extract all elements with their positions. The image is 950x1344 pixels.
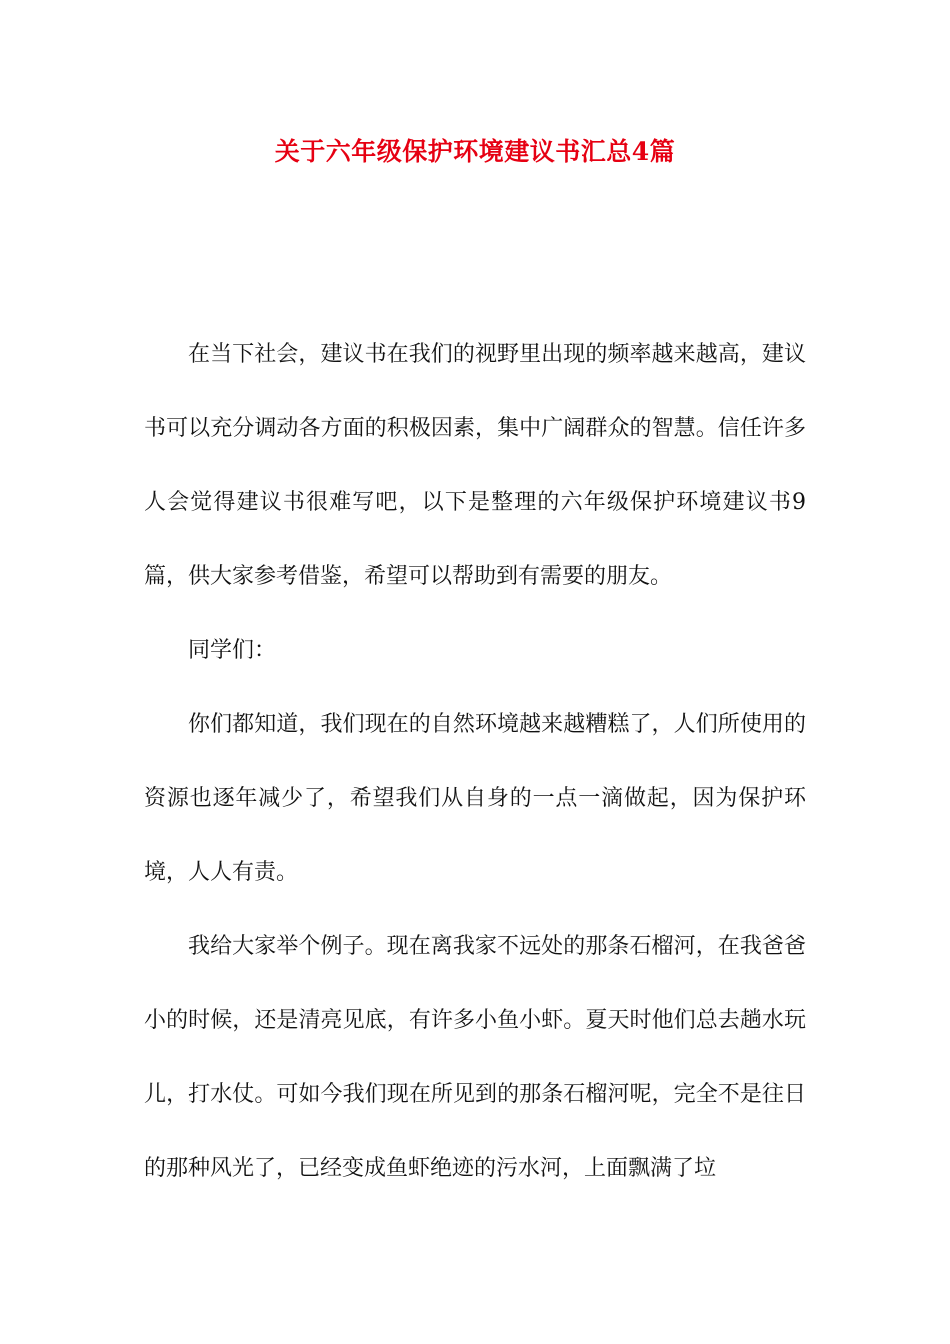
document-title: 关于六年级保护环境建议书汇总4篇 [274,137,676,166]
paragraph-salutation: 同学们： [188,638,277,663]
paragraph-environment: 你们都知道，我们现在的自然环境越来越糟糕了，人们所使用的资源也逐年减少了，希望我们从自身的一点一滴做起，因为保护环境，人人有责。 [144,712,806,885]
paragraph-intro: 在当下社会，建议书在我们的视野里出现的频率越来越高，建议书可以充分调动各方面的积极因素，集中广阔群众的智慧。信任许多人会觉得建议书很难写吧，以下是整理的六年级保护环境建议书9篇，供大家参考借鉴，希望可以帮助到有需要的朋友。 [144,342,806,589]
document-body [144,318,806,1206]
paragraph-example: 我给大家举个例子。现在离我家不远处的那条石榴河，在我爸爸小的时候，还是清亮见底，有许多小鱼小虾。夏天时他们总去趟水玩儿，打水仗。可如今我们现在所见到的那条石榴河呢，完全不是往日的那种风光了，已经变成鱼虾绝迹的污水河，上面飘满了垃 [144,934,806,1181]
